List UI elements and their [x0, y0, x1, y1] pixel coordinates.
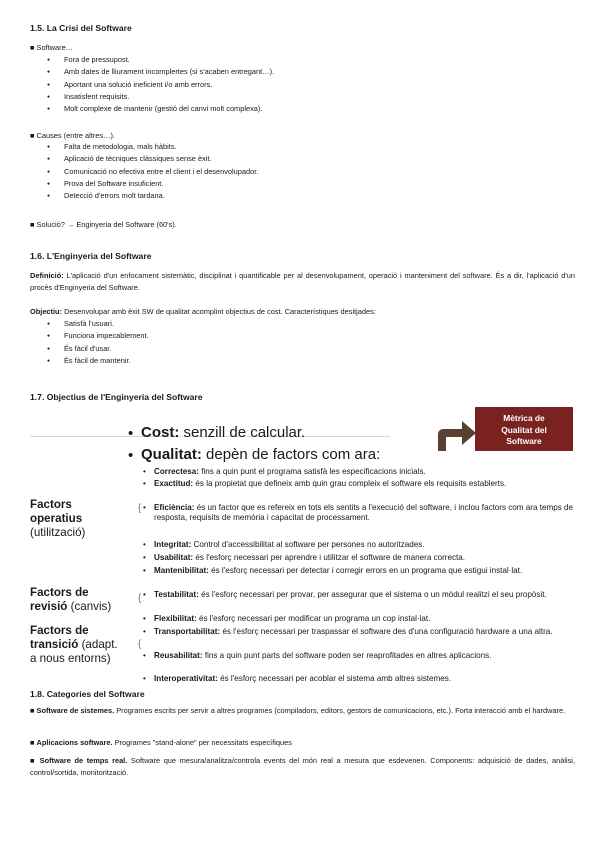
brace-icon: {	[138, 503, 142, 514]
factor-item: • Flexibilitat: és l'esforç necessari per modificar un programa un cop instal·lat.	[143, 614, 431, 623]
section-heading-1-6: 1.6. L'Enginyeria del Software	[30, 251, 152, 261]
factor-item: • Transportabilitat: és l'esforç necessari per traspassar el software des d'una configuració hardware a una altra.	[143, 627, 553, 636]
list-item: ● És fàcil de mantenir.	[47, 355, 149, 367]
list-item: ● Aplicació de tècniques clàssiques sense èxit.	[47, 153, 258, 165]
bullet-icon: •	[128, 447, 134, 464]
list-item: ● Funciona impecablement.	[47, 330, 149, 342]
brace-icon: {	[138, 639, 142, 650]
list-item: ● Detecció d'errors molt tardana.	[47, 190, 258, 202]
causes-list	[47, 141, 258, 202]
factor-item: • Interoperativitat: és l'esforç necessari per acoblar el sistema amb altres sistemes.	[143, 674, 452, 683]
metric-box-line: Mètrica de	[503, 413, 545, 423]
solution-line: ■ Solució? → Enginyeria del Software (60's).	[30, 220, 177, 229]
group-transition: Factors de transició (adapt. a nous entorns)	[30, 624, 118, 665]
definition-paragraph: Definició: L'aplicació d'un enfocament sistemàtic, disciplinat i quantificable per al desenvolupament, operació i manteniment del software. És a dir, l'aplicació d'un procés d'Enginyeria del Software.	[30, 271, 575, 293]
causes-lead: ■ Causes (entre altres…).	[30, 131, 115, 140]
factor-item: • Mantenibilitat: és l'esforç necessari per detectar i corregir errors en un programa que estigui instal·lat.	[143, 566, 523, 575]
factor-item: • Testabilitat: és l'esforç necessari per provar, per assegurar que el sistema o un mòdul realitzi el seu propòsit.	[143, 590, 547, 599]
list-item: ● Insatisfent requisits.	[47, 91, 274, 103]
brace-icon: {	[138, 593, 142, 604]
list-item: ● Molt complexe de mantenir (gestió del canvi molt complexa).	[47, 103, 274, 115]
list-item: ● Comunicació no efectiva entre el client i el desenvolupador.	[47, 166, 258, 178]
factor-item: • Usabilitat: és l'esforç necessari per aprendre i utilitzar el software de manera correcta.	[143, 553, 466, 562]
quality-factors-figure	[30, 407, 575, 683]
list-item: ● És fàcil d'usar.	[47, 343, 149, 355]
factor-item: • Reusabilitat: fins a quin punt parts del software poden ser reaprofitades en altres aplicacions.	[143, 651, 492, 660]
list-item: ● Aportant una solució ineficient i/o amb errors.	[47, 79, 274, 91]
cost-line: Cost: senzill de calcular.	[141, 424, 306, 441]
category-system: ■ Software de sistemes. Programes escrits per servir a altres programes (compiladors, editors, gestors de comunicacions, etc.). Forta interacció amb el hardware.	[30, 706, 566, 715]
list-item: ● Prova del Software insuficient.	[47, 178, 258, 190]
list-item: ● Amb dates de lliurament incomplertes (si s'acaben entregant…).	[47, 66, 274, 78]
list-item: ● Fora de pressupost.	[47, 54, 274, 66]
factor-item: • Eficiència: és un factor que es refereix en tots els sentits a l'execució del software, i inclou factors com ara temps de resposta, requisits de memòria i capacitat de processament.	[143, 503, 574, 522]
section-heading-1-5: 1.5. La Crisi del Software	[30, 23, 132, 33]
curved-arrow-icon	[432, 417, 478, 453]
category-applications: ■ Aplicacions software. Programes "stand-alone" per necessitats específiques	[30, 738, 292, 747]
objective-list	[47, 318, 149, 367]
metric-box	[475, 407, 573, 451]
metric-box-line: Software	[506, 436, 542, 446]
group-operative: Factors operatius (utilització)	[30, 498, 86, 539]
section-heading-1-8: 1.8. Categories del Software	[30, 689, 145, 699]
bullet-icon: •	[128, 425, 134, 442]
software-lead: ■ Software…	[30, 43, 74, 52]
section-heading-1-7: 1.7. Objectius de l'Enginyeria del Software	[30, 392, 203, 402]
category-realtime: ■ Software de temps real. Software que mesura/analitza/controla events del món real a mesura que esdevenen. Components: adquisició de dades, anàlisi, control/sortida, monitorització.	[30, 756, 575, 778]
software-list	[47, 54, 274, 115]
list-item: ● Satisfà l'usuari.	[47, 318, 149, 330]
factor-item: • Exactitud: és la propietat que defineix amb quin grau compleix el software els requisits establerts.	[143, 479, 507, 488]
group-revision: Factors de revisió (canvis)	[30, 586, 112, 613]
metric-box-line: Qualitat del	[501, 424, 547, 435]
objective-paragraph: Objectiu: Desenvolupar amb èxit SW de qualitat acomplint objectius de cost. Característiques desitjades:	[30, 307, 376, 316]
quality-line: Qualitat: depèn de factors com ara:	[141, 446, 381, 463]
list-item: ● Falta de metodologia, mals hàbits.	[47, 141, 258, 153]
factor-item: • Correctesa: fins a quin punt el programa satisfà les especificacions inicials.	[143, 467, 426, 476]
factor-item: • Integritat: Control d'accessibilitat al software per persones no autoritzades.	[143, 540, 425, 549]
